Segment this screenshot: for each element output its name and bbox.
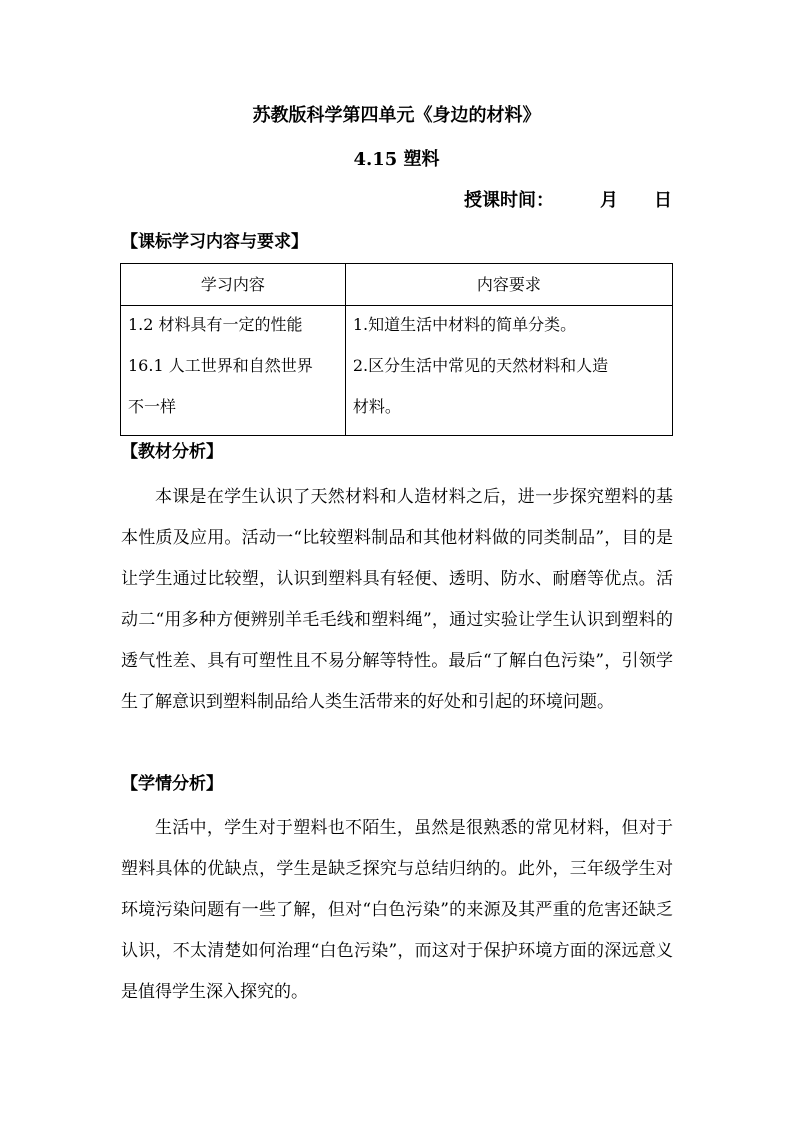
table-cell-content	[121, 306, 346, 436]
requirement-line: 1.知道生活中材料的简单分类。	[352, 315, 577, 334]
table-header-content: 学习内容	[121, 264, 346, 306]
table-row	[121, 306, 673, 436]
month-label: 月	[600, 190, 618, 211]
student-analysis-paragraph: 生活中，学生对于塑料也不陌生，虽然是很熟悉的常见材料，但对于塑料具体的优缺点，学生是缺乏探究与总结归纳的。此外，三年级学生对环境污染问题有一些了解，但对“白色污染”的来源及其严重的危害还缺乏认识，不太清楚如何治理“白色污染”，而这对于保护环境方面的深远意义是值得学生深入探究的。	[121, 818, 673, 1002]
textbook-analysis-paragraph: 本课是在学生认识了天然材料和人造材料之后，进一步探究塑料的基本性质及应用。活动一“比较塑料制品和其他材料做的同类制品”，目的是让学生通过比较塑，认识到塑料具有轻便、透明、防水、耐磨等优点。活动二“用多种方便辨别羊毛毛线和塑料绳”，通过实验让学生认识到塑料的透气性差、具有可塑性且不易分解等特性。最后“了解白色污染”，引领学生了解意识到塑料制品给人类生活带来的好处和引起的环境问题。	[121, 487, 673, 712]
table-cell-requirement	[345, 306, 672, 436]
lesson-title: 4.15 塑料	[353, 149, 440, 170]
student-analysis-heading: 【学情分析】	[121, 774, 223, 794]
requirement-line: 材料。	[352, 397, 401, 416]
requirement-line: 2.区分生活中常见的天然材料和人造	[352, 356, 609, 375]
class-time-label: 授课时间：	[464, 190, 554, 211]
standards-heading: 【课标学习内容与要求】	[121, 232, 308, 252]
class-time-line	[464, 189, 672, 213]
content-line: 1.2 材料具有一定的性能	[128, 315, 303, 334]
content-line: 不一样	[128, 397, 177, 416]
day-label: 日	[654, 190, 672, 211]
document-title: 苏教版科学第四单元《身边的材料》	[252, 105, 541, 126]
table-header-row	[121, 264, 673, 306]
content-line: 16.1 人工世界和自然世界	[128, 356, 313, 375]
textbook-analysis-heading: 【教材分析】	[121, 442, 223, 462]
standards-table	[120, 263, 673, 436]
table-header-requirement: 内容要求	[345, 264, 672, 306]
